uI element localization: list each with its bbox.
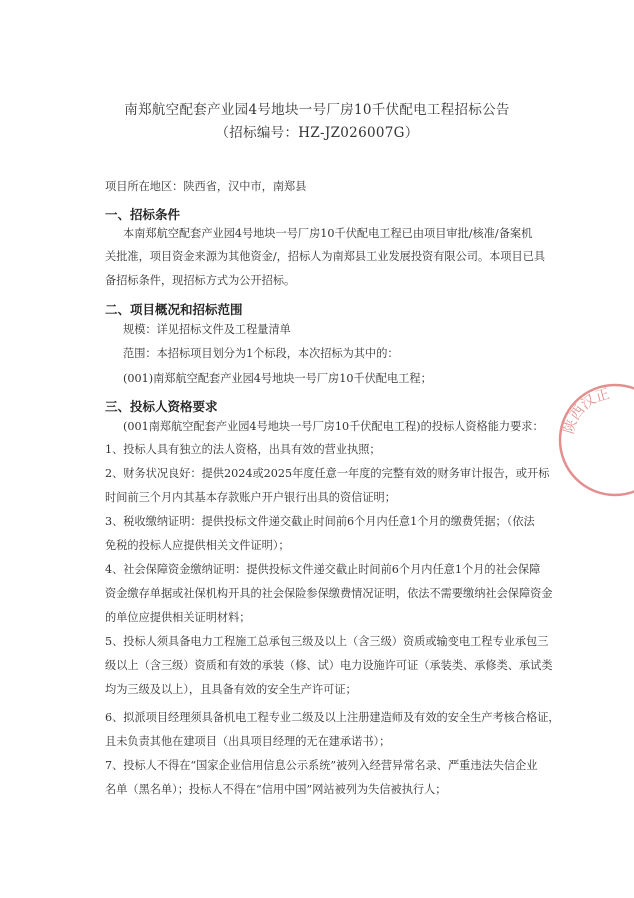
requirement-line: 2、财务状况良好：提供2024或2025年度任意一年度的完整有效的财务审计报告，或开标 [105,467,550,480]
requirement-line: 的单位应提供相关证明材料； [105,611,251,624]
requirement-line: 且未负责其他在建项目（出具项目经理的无在建承诺书）； [105,735,391,748]
paragraph-line: (001南郑航空配套产业园4号地块一号厂房10千伏配电工程)的投标人资格能力要求： [123,420,544,433]
paragraph-line: 本南郑航空配套产业园4号地块一号厂房10千伏配电工程已由项目审批/核准/备案机 [123,227,533,240]
requirement-line: 7、投标人不得在“国家企业信用信息公示系统”被列入经营异常名录、严重违法失信企业 [105,759,538,772]
paragraph-line: 范围：本招标项目划分为1个标段，本次招标为其中的： [123,347,399,360]
requirement-line: 免税的投标人应提供相关文件证明）； [105,539,290,552]
section-heading-2: 二、项目概况和招标范围 [105,302,243,317]
requirement-line: 时间前三个月内其基本存款账户开户银行出具的资信证明； [105,491,396,504]
requirement-line: 名单（黑名单）；投标人不得在“信用中国”网站被列为失信被执行人； [105,783,447,796]
requirement-line: 均为三级及以上），且具备有效的安全生产许可证； [105,683,357,696]
requirement-line: 级以上（含三级）资质和有效的承装（修、试）电力设施许可证（承装类、承修类、承试类 [105,659,553,672]
requirement-line: 5、投标人须具备电力工程施工总承包三级及以上（含三级）资质或输变电工程专业承包三 [105,635,549,648]
paragraph-line: 关批准，项目资金来源为其他资金/，招标人为南郑县工业发展投资有限公司。本项目已具 [105,250,546,263]
section-heading-1: 一、招标条件 [105,207,181,222]
svg-text:陕西汉正: 陕西汉正 [561,386,612,436]
paragraph-line: (001)南郑航空配套产业园4号地块一号厂房10千伏配电工程； [123,372,432,385]
requirement-line: 1、投标人具有独立的法人资格，出具有效的营业执照； [105,443,381,456]
section-heading-3: 三、投标人资格要求 [105,399,218,414]
tender-number: （招标编号：HZ-JZ026007G） [215,125,419,141]
project-location: 项目所在地区：陕西省，汉中市，南郑县 [105,180,307,193]
requirement-line: 4、社会保障资金缴纳证明：提供投标文件递交截止时间前6个月内任意1个月的社会保障 [105,563,541,576]
paragraph-line: 规模：详见招标文件及工程量清单 [123,323,291,336]
requirement-line: 资金缴存单据或社保机构开具的社会保险参保缴费情况证明，依法不需要缴纳社会保障资金 [105,587,553,600]
company-seal [555,380,634,500]
document-title: 南郑航空配套产业园4号地块一号厂房10千伏配电工程招标公告 [124,102,510,118]
requirement-line: 3、税收缴纳证明：提供投标文件递交截止时间前6个月内任意1个月的缴费凭据；（依法 [105,515,535,528]
requirement-line: 6、拟派项目经理须具备机电工程专业二级及以上注册建造师及有效的安全生产考核合格证， [105,711,560,724]
paragraph-line: 备招标条件，现招标方式为公开招标。 [105,274,296,287]
